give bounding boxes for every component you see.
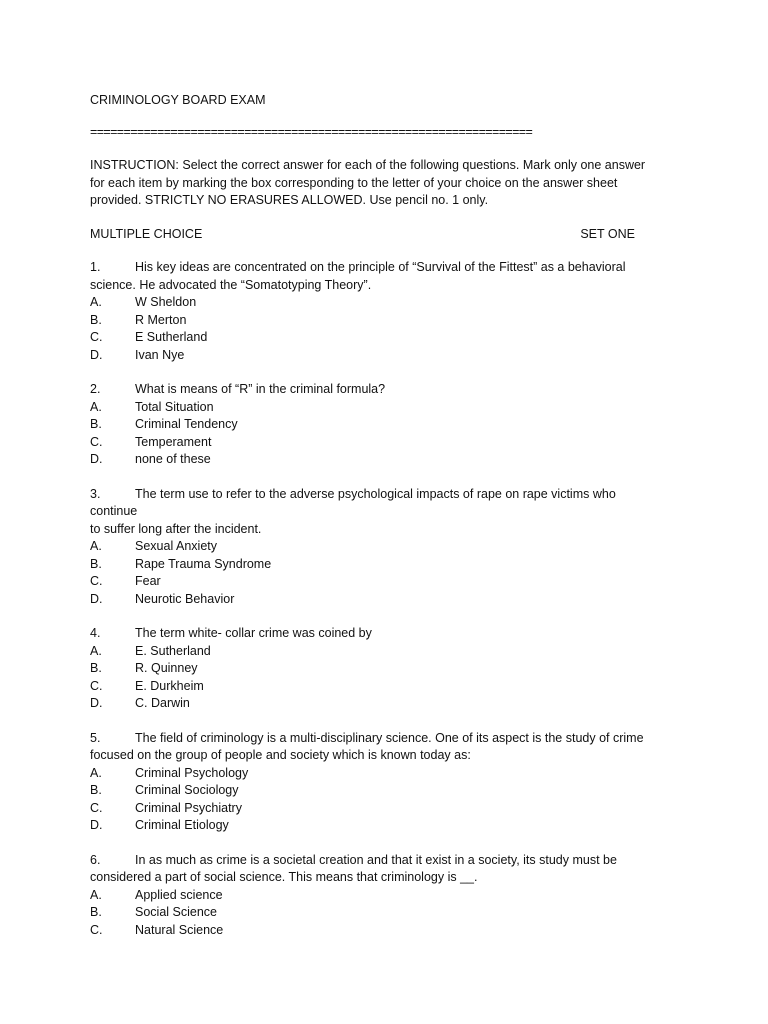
question-continuation: to suffer long after the incident. <box>90 521 262 536</box>
answer-option <box>90 660 650 678</box>
question-number: 3. <box>90 486 101 501</box>
option-letter: A. <box>90 399 102 414</box>
option-text: Natural Science <box>135 922 224 937</box>
option-text: Applied science <box>135 887 223 902</box>
option-text: Criminal Psychiatry <box>135 800 242 815</box>
option-text: Criminal Sociology <box>135 783 239 797</box>
option-letter: B. <box>90 905 102 919</box>
answer-option <box>90 451 650 469</box>
option-letter: B. <box>90 783 102 797</box>
option-letter: B. <box>90 661 102 675</box>
question-number: 4. <box>90 626 101 640</box>
question-item <box>90 259 650 364</box>
answer-option <box>90 800 650 818</box>
option-letter: D. <box>90 452 103 466</box>
option-letter: C. <box>90 574 103 588</box>
option-text: Ivan Nye <box>135 347 185 362</box>
question-continuation: science. He advocated the “Somatotyping Theory”. <box>90 277 372 292</box>
option-text: E. Durkheim <box>135 678 204 693</box>
option-text: Criminal Etiology <box>135 818 229 832</box>
question-text: The term use to refer to the adverse psychological impacts of rape on rape victims who continue <box>90 486 616 518</box>
option-text: E. Sutherland <box>135 643 211 658</box>
question-text: The field of criminology is a multi-disciplinary science. One of its aspect is the study of crime <box>135 730 644 745</box>
option-text: Neurotic Behavior <box>135 591 235 606</box>
question-number: 6. <box>90 852 101 867</box>
option-letter: A. <box>90 539 102 553</box>
option-letter: C. <box>90 800 103 815</box>
question-stem <box>90 852 650 870</box>
question-stem <box>90 259 650 277</box>
option-letter: D. <box>90 591 103 606</box>
question-number: 2. <box>90 382 101 396</box>
answer-option <box>90 922 650 940</box>
set-label: SET ONE <box>580 226 635 241</box>
answer-option <box>90 817 650 835</box>
section-type-label: MULTIPLE CHOICE <box>90 226 203 241</box>
option-letter: D. <box>90 696 103 710</box>
option-letter: B. <box>90 312 102 327</box>
question-item <box>90 852 650 940</box>
question-item <box>90 730 650 835</box>
option-letter: D. <box>90 347 103 362</box>
option-text: C. Darwin <box>135 696 190 710</box>
option-text: Criminal Psychology <box>135 765 249 780</box>
exam-title: CRIMINOLOGY BOARD EXAM <box>90 93 266 107</box>
option-text: E Sutherland <box>135 330 208 344</box>
question-number: 1. <box>90 260 101 274</box>
option-letter: C. <box>90 330 103 344</box>
option-text: R. Quinney <box>135 661 198 675</box>
option-letter: C. <box>90 434 103 449</box>
question-text: What is means of “R” in the criminal formula? <box>135 382 386 396</box>
option-letter: C. <box>90 678 103 693</box>
answer-option <box>90 329 650 347</box>
option-letter: A. <box>90 295 102 309</box>
answer-option <box>90 399 650 417</box>
question-item <box>90 381 650 469</box>
answer-option <box>90 904 650 922</box>
option-text: Sexual Anxiety <box>135 539 217 553</box>
answer-option <box>90 782 650 800</box>
option-letter: B. <box>90 556 102 571</box>
question-stem <box>90 486 650 521</box>
section-header <box>90 226 635 244</box>
answer-option <box>90 573 650 591</box>
option-text: Fear <box>135 574 161 588</box>
answer-option <box>90 765 650 783</box>
option-text: none of these <box>135 452 211 466</box>
question-item <box>90 625 650 713</box>
answer-option <box>90 312 650 330</box>
answer-option <box>90 643 650 661</box>
answer-option <box>90 347 650 365</box>
option-text: W Sheldon <box>135 295 197 309</box>
option-letter: A. <box>90 643 102 658</box>
instruction-text: INSTRUCTION: Select the correct answer for each of the following questions. Mark only one answer for each item by marking the box corresponding to the letter of your choice on the answer sheet provided. STRICTLY NO ERASURES ALLOWED. Use pencil no. 1 only. <box>90 158 646 207</box>
answer-option <box>90 591 650 609</box>
option-letter: D. <box>90 818 103 832</box>
question-stem <box>90 381 650 399</box>
option-letter: A. <box>90 765 102 780</box>
answer-option <box>90 434 650 452</box>
option-letter: B. <box>90 417 102 431</box>
answer-option <box>90 538 650 556</box>
answer-option <box>90 678 650 696</box>
question-text: His key ideas are concentrated on the principle of “Survival of the Fittest” as a behavioral <box>135 260 626 274</box>
option-letter: A. <box>90 887 102 902</box>
separator-rule: ================================================================== <box>90 124 533 139</box>
option-text: Temperament <box>135 434 212 449</box>
answer-option <box>90 294 650 312</box>
answer-option <box>90 416 650 434</box>
answer-option <box>90 887 650 905</box>
option-letter: C. <box>90 922 103 937</box>
question-stem <box>90 625 650 643</box>
option-text: Rape Trauma Syndrome <box>135 556 272 571</box>
question-item <box>90 486 650 609</box>
option-text: Total Situation <box>135 399 214 414</box>
question-continuation: considered a part of social science. This means that criminology is __. <box>90 870 478 884</box>
question-text: In as much as crime is a societal creation and that it exist in a society, its study must be <box>135 852 617 867</box>
option-text: R Merton <box>135 312 187 327</box>
answer-option <box>90 556 650 574</box>
option-text: Social Science <box>135 905 217 919</box>
question-number: 5. <box>90 730 101 745</box>
option-text: Criminal Tendency <box>135 417 238 431</box>
question-stem <box>90 730 650 748</box>
question-text: The term white- collar crime was coined by <box>135 626 372 640</box>
document-body <box>90 92 650 956</box>
answer-option <box>90 695 650 713</box>
question-continuation: focused on the group of people and society which is known today as: <box>90 748 471 762</box>
